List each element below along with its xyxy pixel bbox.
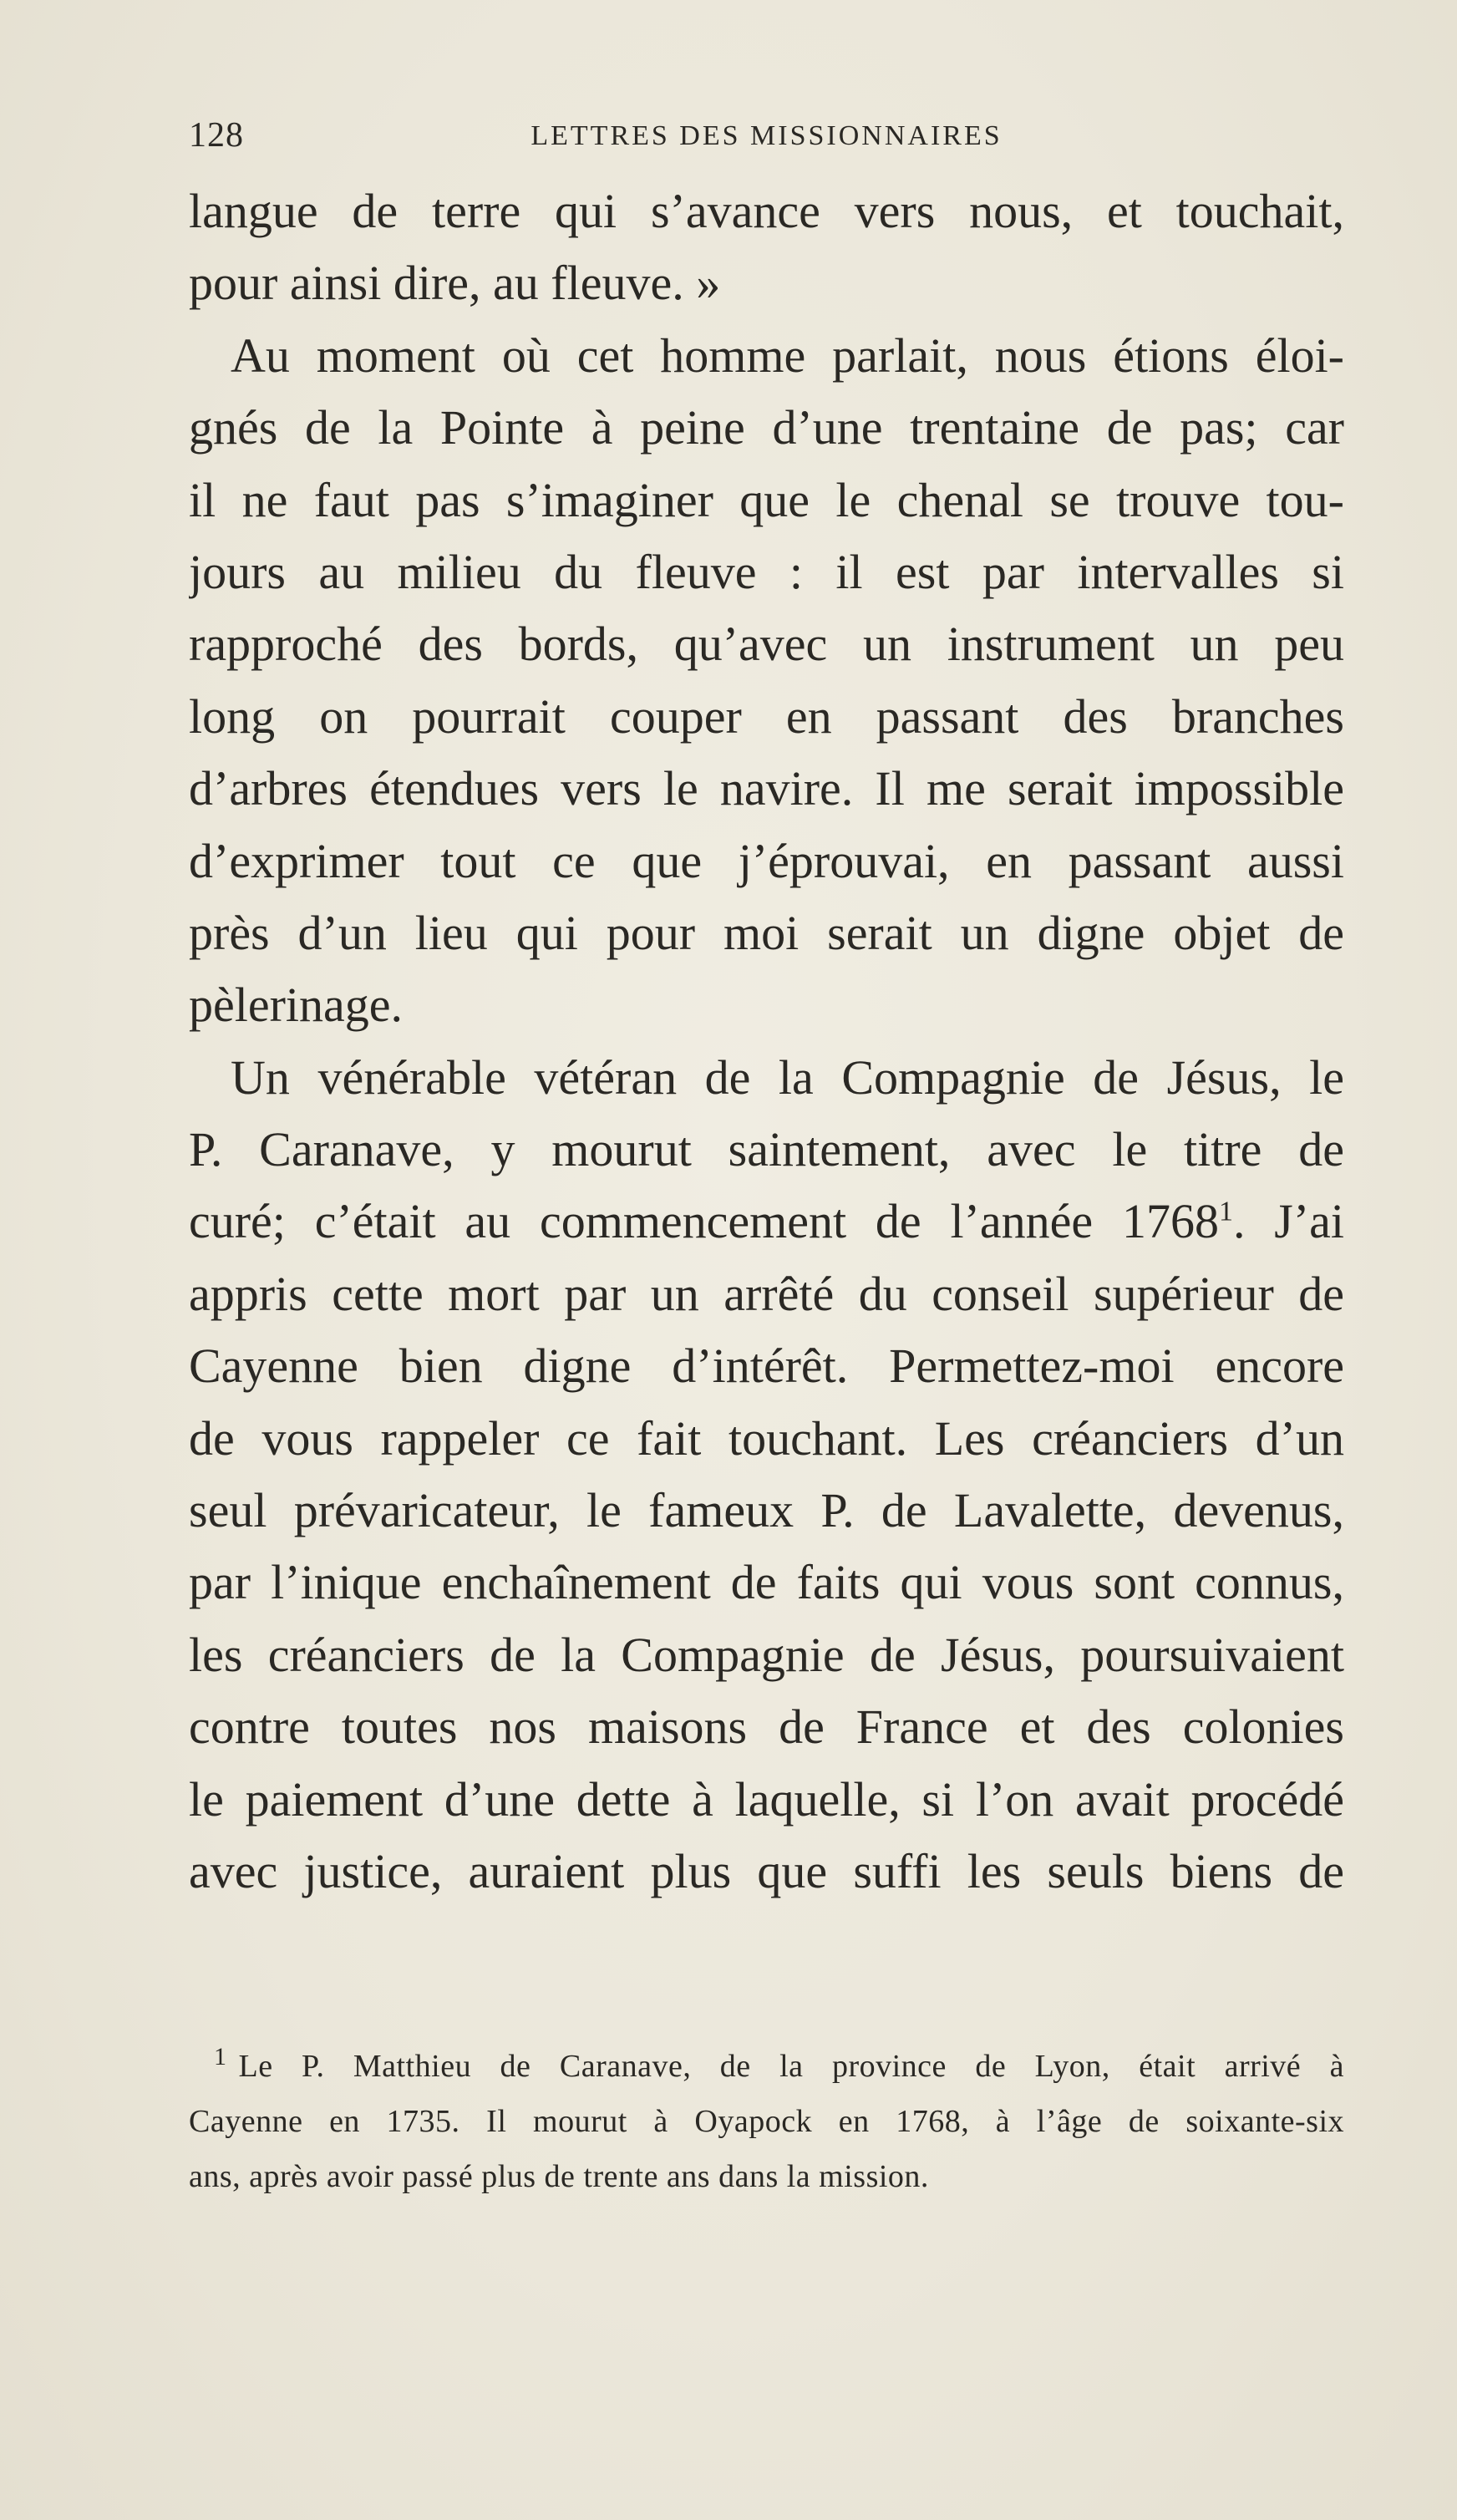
text-line: Un vénérable vétéran de la Compagnie de Jésus, le — [231, 1049, 1344, 1105]
text-line: contre toutes nos maisons de France et des colonies — [189, 1699, 1344, 1755]
body-text — [189, 175, 1344, 1908]
paragraph-1 — [189, 175, 1344, 320]
text-line: près d’un lieu qui pour moi serait un digne objet de — [189, 905, 1344, 960]
text-line: d’arbres étendues vers le navire. Il me serait impossible — [189, 761, 1344, 816]
footnote-reference[interactable]: 1 — [1218, 1196, 1233, 1228]
text-line-with-footnote — [189, 1186, 1344, 1257]
footnote-marker: 1 — [214, 2043, 227, 2071]
text-segment: . J’ai — [1232, 1194, 1344, 1249]
text-line: par l’inique enchaînement de faits qui vous sont connus, — [189, 1555, 1344, 1610]
running-title: LETTRES DES MISSIONNAIRES — [531, 120, 1003, 151]
text-line: pèlerinage. — [189, 978, 404, 1033]
text-segment: curé; c’était au commencement de l’année 1768 — [189, 1194, 1219, 1249]
text-line: de vous rappeler ce fait touchant. Les créanciers d’un — [189, 1410, 1344, 1466]
text-line: il ne faut pas s’imaginer que le chenal se trouve tou- — [189, 472, 1344, 527]
text-line: seul prévaricateur, le fameux P. de Lavalette, devenus, — [189, 1483, 1344, 1538]
text-line: P. Caranave, y mourut saintement, avec le titre de — [189, 1122, 1344, 1177]
text-line: Cayenne bien digne d’intérêt. Permettez-moi encore — [189, 1339, 1344, 1394]
text-line: long on pourrait couper en passant des branches — [189, 688, 1344, 744]
page-header — [189, 115, 1344, 165]
paragraph-3 — [189, 1042, 1344, 1908]
footnote-line — [189, 2039, 1344, 2094]
text-line: langue de terre qui s’avance vers nous, et touchait, — [189, 184, 1344, 238]
footnote-line: ans, après avoir passé plus de trente ans dans la mission. — [189, 2159, 929, 2194]
text-line: Au moment où cet homme parlait, nous étions éloi- — [231, 328, 1344, 383]
text-line: gnés de la Pointe à peine d’une trentaine de pas; car — [189, 400, 1344, 455]
paragraph-2 — [189, 320, 1344, 1042]
footnote-line: Cayenne en 1735. Il mourut à Oyapock en 1768, à l’âge de soixante-six — [189, 2104, 1344, 2139]
text-line: d’exprimer tout ce que j’éprouvai, en passant aussi — [189, 833, 1344, 888]
page-number: 128 — [189, 116, 244, 155]
footnotes — [189, 2039, 1344, 2204]
text-line: le paiement d’une dette à laquelle, si l’on avait procédé — [189, 1771, 1344, 1826]
footnote-text: Le P. Matthieu de Caranave, de la province de Lyon, était arrivé à — [238, 2049, 1344, 2084]
text-line: les créanciers de la Compagnie de Jésus, poursuivaient — [189, 1627, 1344, 1682]
text-line: jours au milieu du fleuve : il est par intervalles si — [189, 544, 1344, 599]
text-line: pour ainsi dire, au fleuve. » — [189, 256, 721, 311]
text-line: rapproché des bords, qu’avec un instrument un peu — [189, 617, 1344, 672]
text-line: avec justice, auraient plus que suffi les seuls biens de — [189, 1843, 1344, 1898]
text-line: appris cette mort par un arrêté du conseil supérieur de — [189, 1266, 1344, 1321]
